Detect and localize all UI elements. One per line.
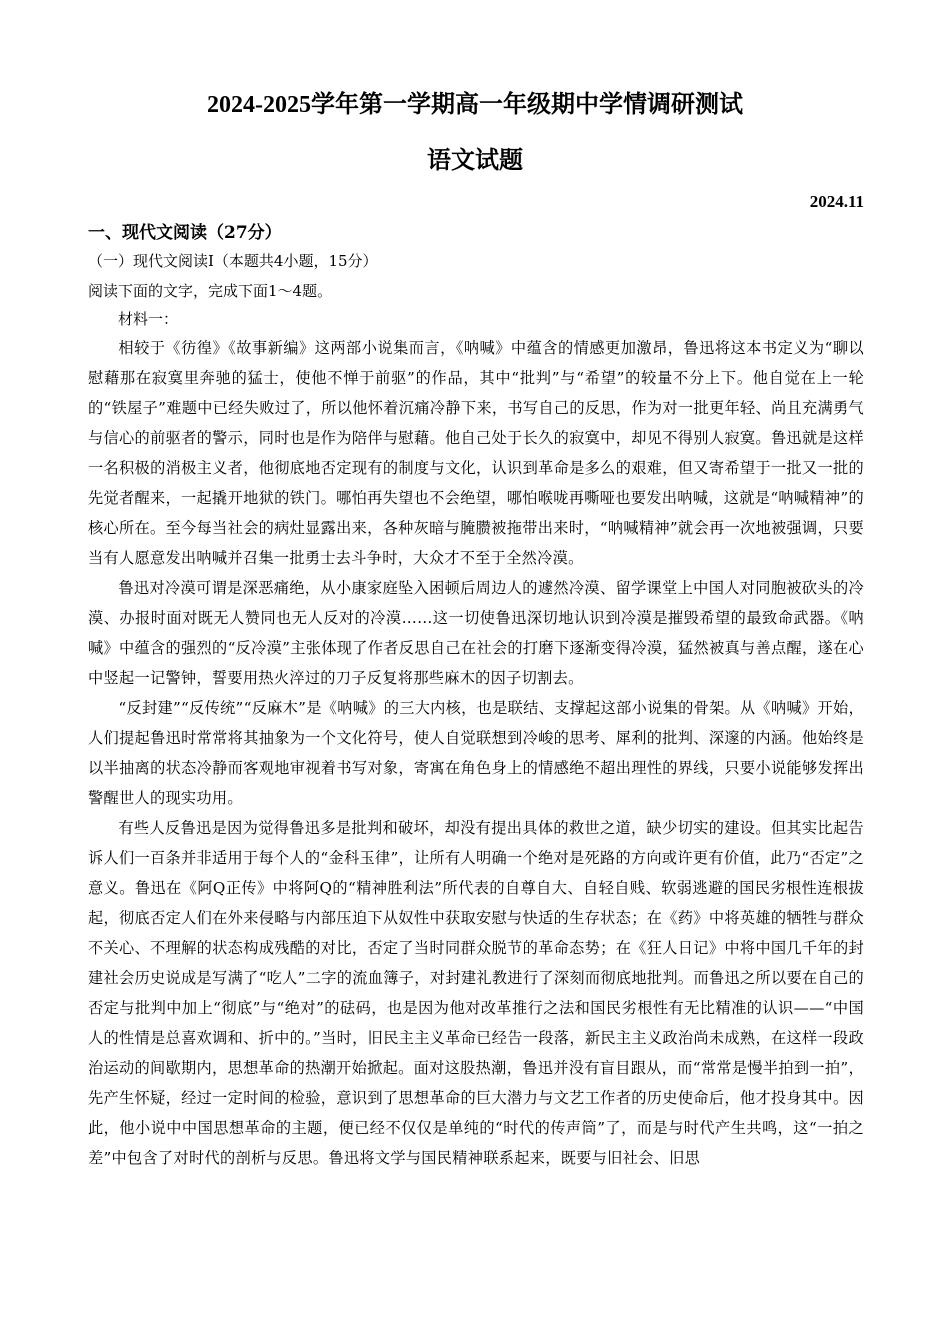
passage-paragraph: “反封建”“反传统”“反麻木”是《呐喊》的三大内核，也是联结、支撑起这部小说集的骨架。从《呐喊》开始，人们提起鲁迅时常常将其抽象为一个文化符号，使人自觉联想到冷峻的思考、犀利的批判、深邃的内涵。他始终是以半抽离的状态冷静而客观地审视着书写对象，寄寓在角色身上的情感绝不超出理性的界线，只要小说能够发挥出警醒世人的现实功用。 xyxy=(88,699,864,807)
passage-paragraph: 相较于《彷徨》《故事新编》这两部小说集而言，《呐喊》中蕴含的情感更加激昂，鲁迅将这本书定义为“聊以慰藉那在寂寞里奔驰的猛士，使他不惮于前驱”的作品，其中“批判”与“希望”的较量不分上下。他自觉在上一轮的“铁屋子”难题中已经失败过了，所以他怀着沉痛冷静下来，书写自己的反思，作为对一批更年轻、尚且充满勇气与信心的前驱者的警示，同时也是作为陪伴与慰藉。他自己处于长久的寂寞中，却见不得别人寂寞。鲁迅就是这样一名积极的消极主义者，他彻底地否定现有的制度与文化，认识到革命是多么的艰难，但又寄希望于一批又一批的先觉者醒来，一起撬开地狱的铁门。哪怕再失望也不会绝望，哪怕喉咙再嘶哑也要发出呐喊，这就是“呐喊精神”的核心所在。至今每当社会的病灶显露出来，各种灰暗与腌臜被拖带出来时，“呐喊精神”就会再一次地被强调，只要当有人愿意发出呐喊并召集一批勇士去斗争时，大众才不至于全然冷漠。 xyxy=(88,339,864,567)
subsection-heading: （一）现代文阅读Ⅰ（本题共4小题，15分） xyxy=(88,252,378,270)
passage-paragraph: 鲁迅对冷漠可谓是深恶痛绝，从小康家庭坠入困顿后周边人的遽然冷漠、留学课堂上中国人对同胞被砍头的冷漠、办报时面对既无人赞同也无人反对的冷漠……这一切使鲁迅深切地认识到冷漠是摧毁希望的最致命武器。《呐喊》中蕴含的强烈的“反冷漠”主张体现了作者反思自己在社会的打磨下逐渐变得冷漠，猛然被真与善点醒，遂在心中竖起一记警钟，誓要用热火淬过的刀子反复将那些麻木的因子切割去。 xyxy=(88,579,864,687)
material-label: 材料一： xyxy=(118,310,179,328)
reading-passage xyxy=(88,333,864,1173)
section-heading: 一、现代文阅读（27分） xyxy=(88,223,282,243)
exam-subtitle: 语文试题 xyxy=(427,148,523,174)
passage-paragraph: 有些人反鲁迅是因为觉得鲁迅多是批判和破坏，却没有提出具体的救世之道，缺少切实的建设。但其实比起告诉人们一百条并非适用于每个人的“金科玉律”，让所有人明确一个绝对是死路的方向或许更有价值，此乃“否定”之意义。鲁迅在《阿Q正传》中将阿Q的“精神胜利法”所代表的自尊自大、自轻自贱、软弱逃避的国民劣根性连根拔起，彻底否定人们在外来侵略与内部压迫下从奴性中获取安慰与快适的生存状态；在《药》中将英雄的牺牲与群众不关心、不理解的状态构成残酷的对比，否定了当时同群众脱节的革命态势；在《狂人日记》中将中国几千年的封建社会历史说成是写满了“吃人”二字的流血簿子，对封建礼教进行了深刻而彻底地批判。而鲁迅之所以要在自己的否定与批判中加上“彻底”与“绝对”的砝码，也是因为他对改革推行之法和国民劣根性有无比精准的认识——“中国人的性情是总喜欢调和、折中的。”当时，旧民主主义革命已经告一段落，新民主主义政治尚未成熟，在这样一段政治运动的间歇期内，思想革命的热潮开始掀起。面对这股热潮，鲁迅并没有盲目跟从，而“常常是慢半拍到一拍”，先产生怀疑，经过一定时间的检验，意识到了思想革命的巨大潜力与文艺工作者的历史使命后，他才投身其中。因此，他小说中中国思想革命的主题，便已经不仅仅是单纯的“时代的传声筒”了，而是与时代产生共鸣，这“一拍之差”中包含了对时代的剖析与反思。鲁迅将文学与国民精神联系起来，既要与旧社会、旧思 xyxy=(88,819,864,1167)
exam-title: 2024-2025学年第一学期高一年级期中学情调研测试 xyxy=(207,92,743,118)
instruction-text: 阅读下面的文字，完成下面1～4题。 xyxy=(88,282,333,300)
exam-date: 2024.11 xyxy=(809,192,864,211)
